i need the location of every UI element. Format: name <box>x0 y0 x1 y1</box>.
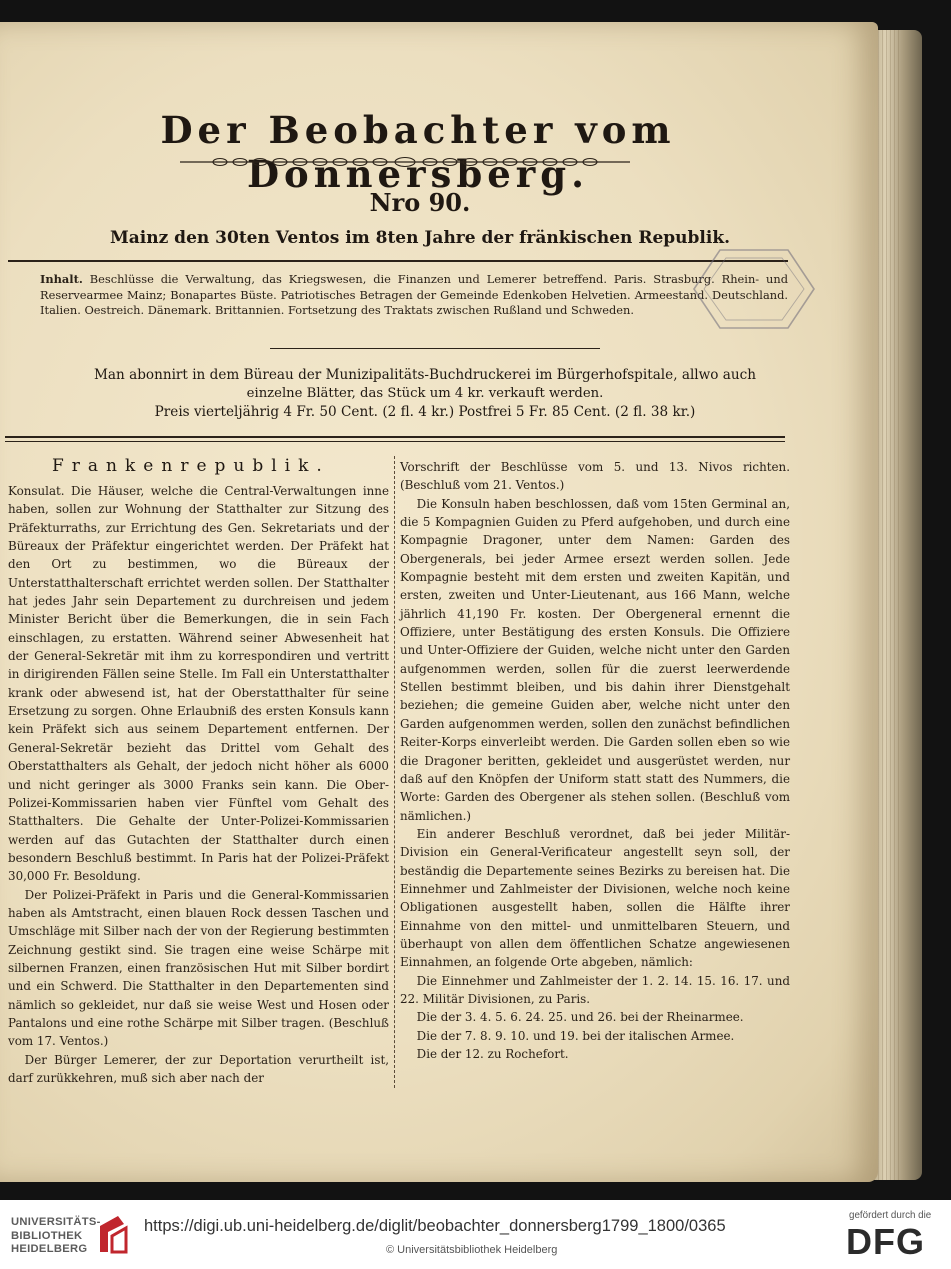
left-paragraph: Konsulat. Die Häuser, welche die Central-Verwaltungen inne haben, sollen zur Wohnung der Statthalter zur Sitzung des Präfekturraths, zur Errichtung des Gen. Sekretariats und der Büreaux der Präfektur eingerichtet werden. Der Präfekt hat den Ort zu bestimmen, wo die Büreaux der Unterstatthalterschaft errichtet werden sollen. Der Statthalter hat jedes Jahr sein Departement zu durchreisen und jedem Minister Bericht über die Bemerkungen, die in sein Fach einschlagen, zu erstatten. Während seiner Abwesenheit hat der General-Sekretär mit ihm zu korrespondiren und vertritt in dirigirenden Fällen seine Stelle. Im Fall ein Unterstatthalter krank oder abwesend ist, hat der Oberstatthalter für seine Ersetzung zu sorgen. Ohne Erlaubniß des ersten Konsuls kann kein Präfekt sich aus seinem Departement entfernen. Der General-Sekretär bezieht das Drittel vom Gehalt des Oberstatthalters als Gehalt, der jedoch nicht höher als 6000 und nicht geringer als 3000 Franks sein kann. Die Ober-Polizei-Kommissarien haben vier Fünftel vom Gehalt des Statthalters. Die Gehalte der Unter-Polizei-Kommissarien werden auf das Gutachten der Statthalter durch einen besondern Beschluß bestimmt. In Paris hat der Polizei-Präfekt 30,000 Fr. Besoldung. <box>8 484 389 884</box>
right-paragraph: Die Konsuln haben beschlossen, daß vom 15ten Germinal an, die 5 Kompagnien Guiden zu Pferd aufgehoben, und durch eine Kompagnie Dragoner, unter dem Namen: Garden des Obergenerals, bei jeder Armee ersezt werden sollen. Jede Kompagnie besteht mit dem ersten und zweiten Kapitän, und ersten, zweiten und Unter-Lieutenant, aus 166 Mann, welche jährlich 41,190 Fr. kosten. Der Obergeneral ernennt die Offiziere, unter Bestätigung des ersten Konsuls. Die Offiziere und Unter-Offiziere der Guiden, welche nicht unter den Garden aufgenommen werden, sollen für die zuerst leerwerdende Stellen bestimmt bleiben, und bis dahin ihrer Dienstgehalt beziehen; die gemeine Guiden aber, welche nicht unter den Garden aufgenommen werden, sollen den zunächst befindlichen Reiter-Korps einverleibt werden. Die Garden sollen eben so wie die Dragoner beritten, gekleidet und ausgerüstet werden, nur daß auf den Knöpfen der Uniform statt statt des Nummers, die Worte: Garden des Obergener als stehen sollen. (Beschluß vom nämlichen.) <box>400 496 790 823</box>
library-logo-text[interactable] <box>11 1216 101 1257</box>
permalink-url[interactable]: https://digi.ub.uni-heidelberg.de/diglit/beobachter_donnersberg1799_1800/0365 <box>144 1217 726 1235</box>
double-rule <box>5 436 785 442</box>
right-paragraph: Die Einnehmer und Zahlmeister der 1. 2. 14. 15. 16. 17. und 22. Militär Divisionen, zu Paris. <box>400 973 790 1006</box>
rule-under-dateline <box>8 260 788 262</box>
contents-summary <box>40 272 788 319</box>
subscription-line-1: Man abonnirt in dem Büreau der Munizipalitäts-Buchdruckerei im Bürgerhofspitale, allwo auch <box>93 367 757 383</box>
right-paragraph: Ein anderer Beschluß verordnet, daß bei jeder Militär-Division ein General-Verificateur angestellt seyn soll, der beständig die Departemente seines Bezirks zu bereisen hat. Die Einnehmer und Zahlmeister der Divisionen, welche noch keine Obligationen ausgestellt haben, sollen die Hälfte ihrer Einnahme von den mittel- und unmittelbaren Steuern, und überhaupt von allen dem öffentlichen Schatze angewiesenen Einnahmen, an folgende Orte abgeben, nämlich: <box>400 826 790 970</box>
article-right-column <box>400 458 790 1063</box>
subscription-notice <box>40 366 810 422</box>
left-paragraph: Der Polizei-Präfekt in Paris und die General-Kommissarien haben als Amtstracht, einen blauen Rock dessen Taschen und Umschläge mit Silber nach der von der Regierung bestimmten Zeichnung gestikt sind. Sie tragen eine weise Schärpe mit silbernen Franzen, einen französischen Hut mit Silber bordirt und ein Schwerd. Die Statthalter in den Departementen sind nämlich so gekleidet, nur daß sie weise West und Hosen oder Pantalons und eine rothe Schärpe mit Silber tragen. (Beschluß vom 17. Ventos.) <box>8 887 389 1049</box>
library-name-line-3: HEIDELBERG <box>11 1243 88 1256</box>
library-stamp <box>690 246 818 332</box>
right-paragraph: Vorschrift der Beschlüsse vom 5. und 13. Nivos richten. (Beschluß vom 21. Ventos.) <box>400 460 790 493</box>
contents-text: Beschlüsse die Verwaltung, das Kriegswesen, die Finanzen und Lemerer betreffend. Paris. Strasburg. Rhein- und Reservearmee Mainz; Bonapartes Büste. Patriotisches Betragen der Gemeinde Edenkoben Helvetien. Armeestand. Deutschland. Italien. Oestreich. Dänemark. Brittannien. Fortsetzung des Traktats zwischen Rußland und Schweden. <box>40 272 789 318</box>
right-paragraph: Die der 3. 4. 5. 6. 24. 25. und 26. bei der Rheinarmee. <box>416 1010 744 1025</box>
viewer-footer <box>0 1200 951 1269</box>
section-heading: Frankenrepublik. <box>52 456 330 476</box>
library-name-line-2: BIBLIOTHEK <box>11 1229 83 1242</box>
issue-dateline: Mainz den 30ten Ventos im 8ten Jahre der fränkischen Republik. <box>109 228 731 248</box>
right-paragraph: Die der 12. zu Rochefort. <box>416 1047 569 1061</box>
issue-number: Nro 90. <box>369 188 471 217</box>
column-divider <box>394 456 395 1088</box>
rule-short <box>270 348 600 349</box>
funding-note: gefördert durch die <box>849 1210 932 1221</box>
library-logo-icon[interactable] <box>94 1212 132 1256</box>
left-paragraph: Der Bürger Lemerer, der zur Deportation verurtheilt ist, darf zurükkehren, muß sich aber nach der <box>8 1052 389 1085</box>
contents-label: Inhalt. <box>40 272 83 286</box>
dfg-logo[interactable]: DFG <box>846 1221 925 1262</box>
library-name-line-1: UNIVERSITÄTS- <box>11 1216 101 1228</box>
article-left-column <box>8 482 389 1087</box>
copyright-notice: © Universitätsbibliothek Heidelberg <box>386 1244 558 1256</box>
masthead-title: Der Beobachter vom Donnersberg. <box>160 108 676 196</box>
right-paragraph: Die der 7. 8. 9. 10. und 19. bei der italischen Armee. <box>416 1028 735 1043</box>
ornament-rule <box>180 156 630 168</box>
subscription-line-2: einzelne Blätter, das Stück um 4 kr. verkauft werden. <box>246 385 604 401</box>
subscription-price: Preis vierteljährig 4 Fr. 50 Cent. (2 fl. 4 kr.) Postfrei 5 Fr. 85 Cent. (2 fl. 38 kr.) <box>154 404 696 420</box>
